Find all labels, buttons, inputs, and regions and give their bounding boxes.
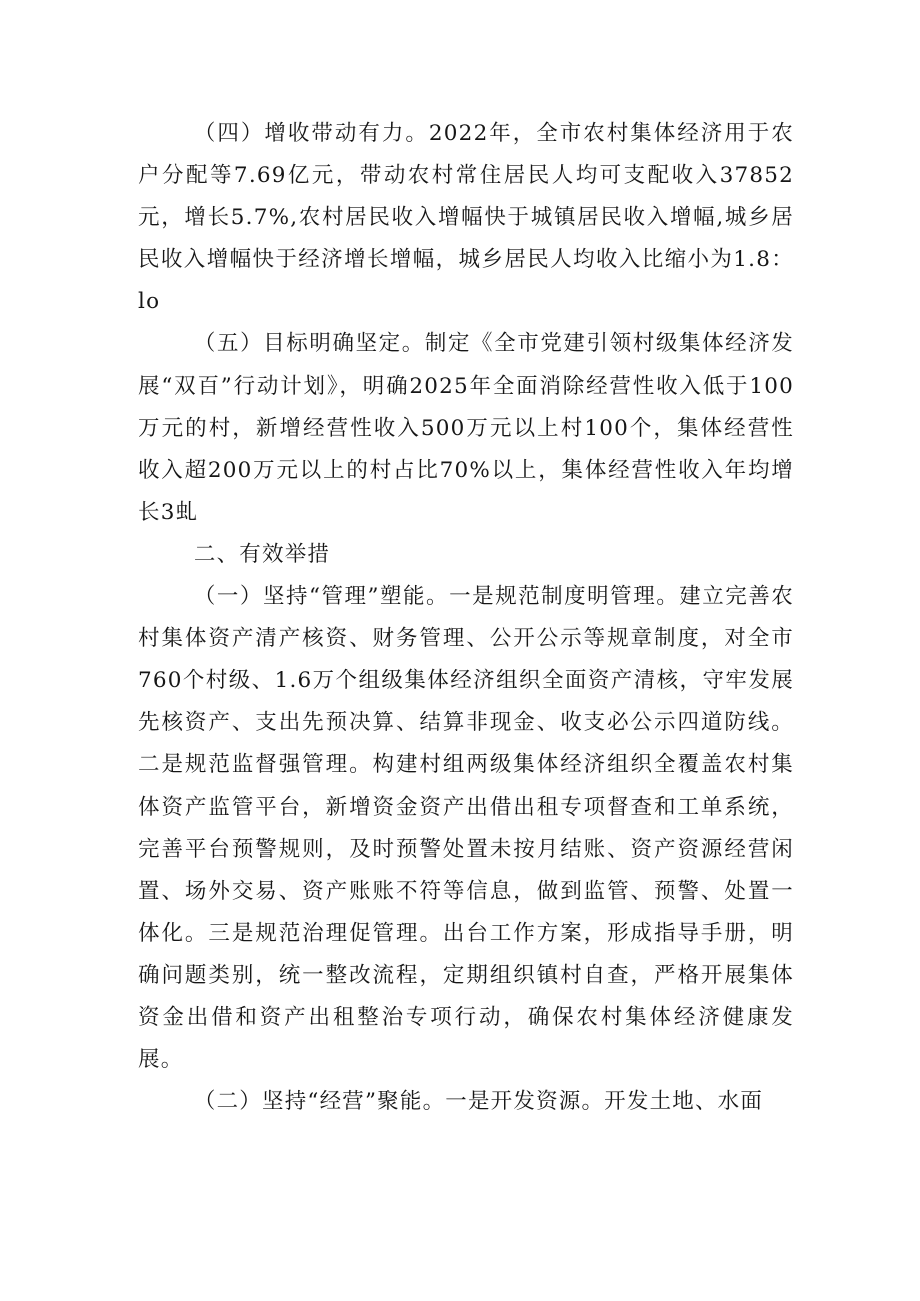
- paragraph-operation: （二）坚持“经营”聚能。一是开发资源。开发土地、水面: [193, 1089, 764, 1115]
- document-body: [138, 113, 794, 1123]
- section-heading-measures: 二、有效举措: [193, 541, 331, 567]
- paragraph-income-growth: （四）增收带动有力。2022年，全市农村集体经济用于农户分配等7.69亿元，带动农村常住居民人均可支配收入37852元，增长5.7%,农村居民收入增幅快于城镇居民收入增幅,城乡居民收入增幅快于经济增长增幅，城乡居民人均收入比缩小为1.8：lo: [138, 121, 794, 315]
- paragraph-goals: （五）目标明确坚定。制定《全市党建引领村级集体经济发展“双百”行动计划》，明确2025年全面消除经营性收入低于100万元的村，新增经营性收入500万元以上村100个，集体经营性收入超200万元以上的村占比70%以上，集体经营性收入年均增长3虬: [138, 331, 794, 525]
- paragraph-management: （一）坚持“管理”塑能。一是规范制度明管理。建立完善农村集体资产清产核资、财务管理、公开公示等规章制度，对全市760个村级、1.6万个组级集体经济组织全面资产清核，守牢发展先核资产、支出先预决算、结算非现金、收支必公示四道防线。二是规范监督强管理。构建村组两级集体经济组织全覆盖农村集体资产监管平台，新增资金资产出借出租专项督查和工单系统，完善平台预警规则，及时预警处置未按月结账、资产资源经营闲置、场外交易、资产账账不符等信息，做到监管、预警、处置一体化。三是规范治理促管理。出台工作方案，形成指导手册，明确问题类别，统一整改流程，定期组织镇村自查，严格开展集体资金出借和资产出租整治专项行动，确保农村集体经济健康发展。: [138, 584, 794, 1073]
